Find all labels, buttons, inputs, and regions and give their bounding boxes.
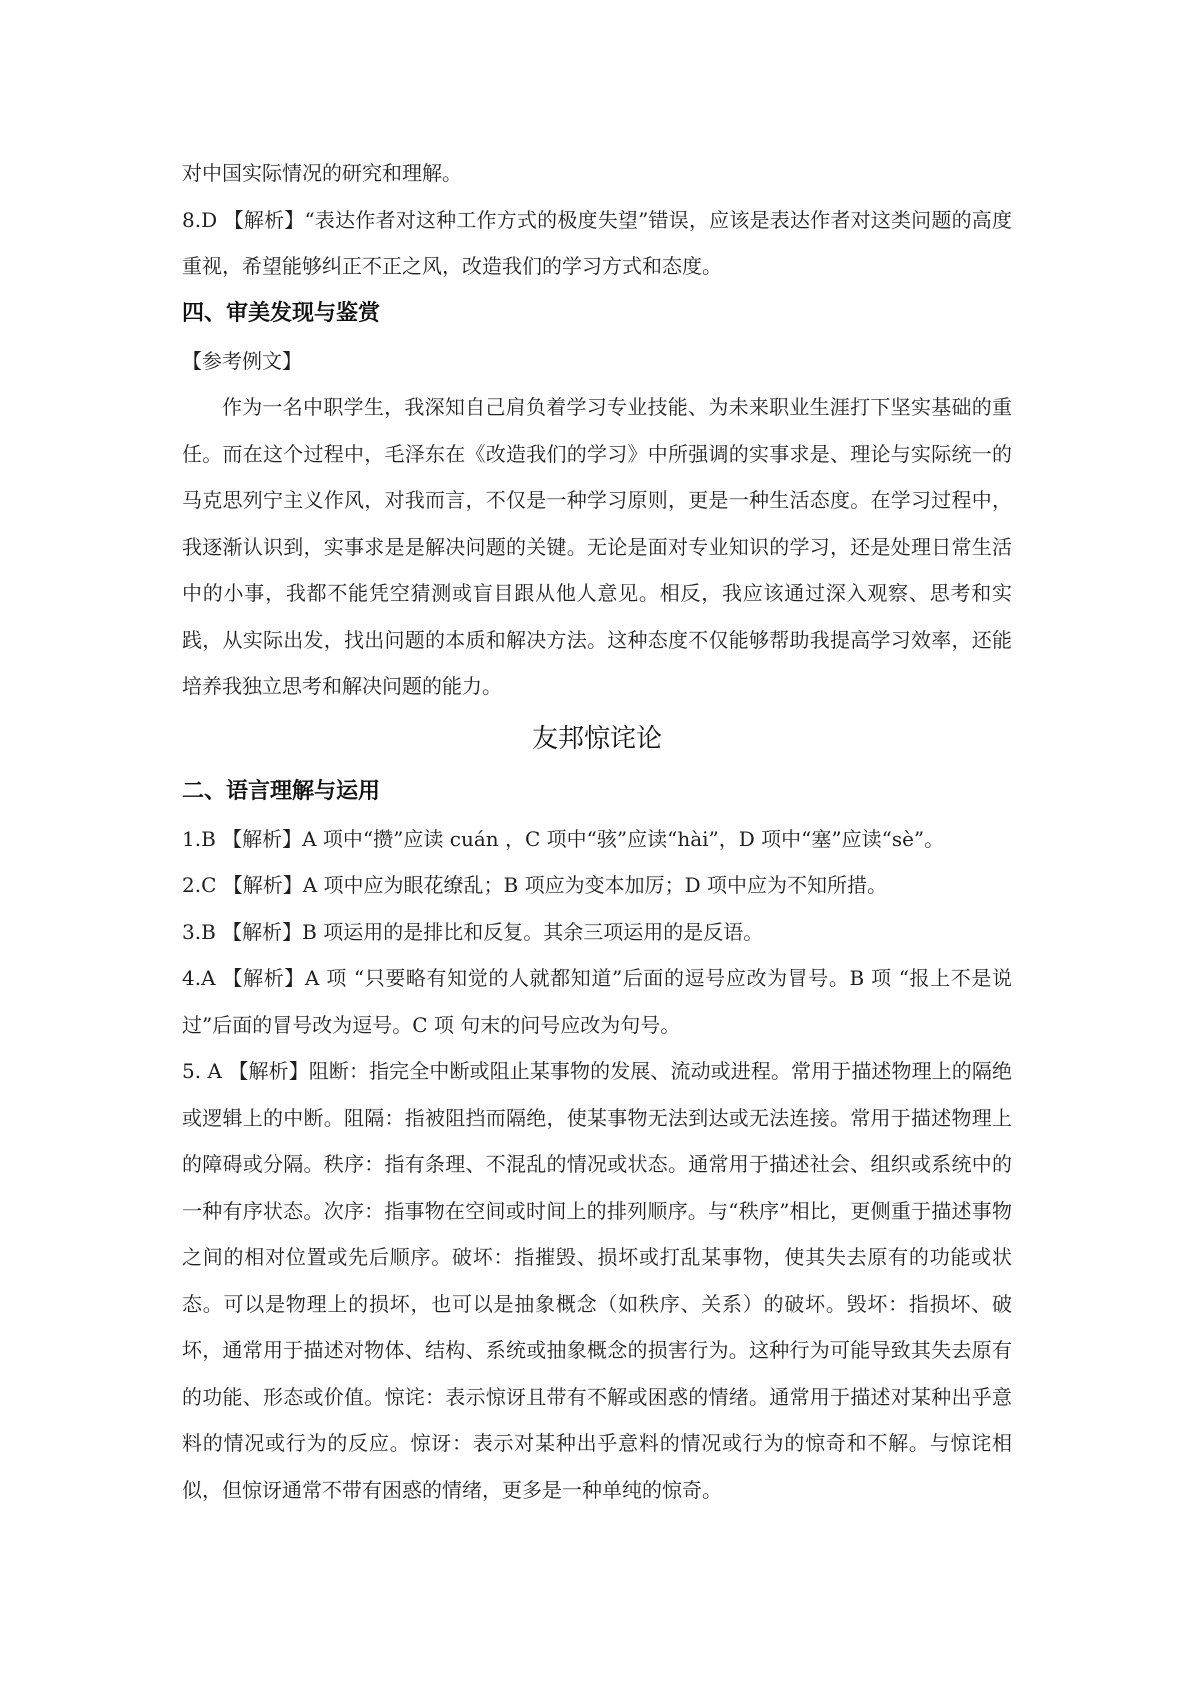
- answer-5: 5. A 【解析】阻断：指完全中断或阻止某事物的发展、流动或进程。常用于描述物理上的隔绝或逻辑上的中断。阻隔：指被阻挡而隔绝，使某事物无法到达或无法连接。常用于描述物理上的障碍或分隔。秩序：指有条理、不混乱的情况或状态。通常用于描述社会、组织或系统中的一种有序状态。次序：指事物在空间或时间上的排列顺序。与“秩序”相比，更侧重于描述事物之间的相对位置或先后顺序。破坏：指摧毁、损坏或打乱某事物，使其失去原有的功能或状态。可以是物理上的损坏，也可以是抽象概念（如秩序、关系）的破坏。毁坏：指损坏、破坏，通常用于描述对物体、结构、系统或抽象概念的损害行为。这种行为可能导致其失去原有的功能、形态或价值。惊诧：表示惊讶且带有不解或困惑的情绪。通常用于描述对某种出乎意料的情况或行为的反应。惊讶：表示对某种出乎意料的情况或行为的惊奇和不解。与惊诧相似，但惊讶通常不带有困惑的情绪，更多是一种单纯的惊奇。: [182, 1059, 1012, 1502]
- document-title: 友邦惊诧论: [531, 723, 662, 754]
- answer-4: 4.A 【解析】A 项 “只要略有知觉的人就都知道”后面的逗号应改为冒号。B 项 “报上不是说过”后面的冒号改为逗号。C 项 句末的问号应改为句号。: [182, 966, 1012, 1037]
- answer-2: 2.C 【解析】A 项中应为眼花缭乱；B 项应为变本加厉；D 项中应为不知所措。: [182, 873, 887, 897]
- answer-3: 3.B 【解析】B 项运用的是排比和反复。其余三项运用的是反语。: [182, 919, 764, 944]
- reference-essay-label: 【参考例文】: [182, 348, 302, 373]
- section-heading-aesthetic: 四、审美发现与鉴赏: [182, 300, 381, 326]
- reference-essay: 作为一名中职学生，我深知自己肩负着学习专业技能、为未来职业生涯打下坚实基础的重任。而在这个过程中，毛泽东在《改造我们的学习》中所强调的实事求是、理论与实际统一的马克思列宁主义作风，对我而言，不仅是一种学习原则，更是一种生活态度。在学习过程中，我逐渐认识到，实事求是是解决问题的关键。无论是面对专业知识的学习，还是处理日常生活中的小事，我都不能凭空猜测或盲目跟从他人意见。相反，我应该通过深入观察、思考和实践，从实际出发，找出问题的本质和解决方法。这种态度不仅能够帮助我提高学习效率，还能培养我独立思考和解决问题的能力。: [182, 395, 1012, 698]
- continuation-text: 对中国实际情况的研究和理解。: [182, 161, 462, 185]
- page-content: [182, 150, 1012, 1513]
- section-heading-language: 二、语言理解与运用: [182, 778, 381, 804]
- answer-8: 8.D 【解析】“表达作者对这种工作方式的极度失望”错误，应该是表达作者对这类问题的高度重视，希望能够纠正不正之风，改造我们的学习方式和态度。: [182, 207, 1012, 278]
- answer-1: 1.B 【解析】A 项中“攒”应读 cuán ，C 项中“骇”应读“hài”，D 项中“塞”应读“sè”。: [182, 826, 945, 851]
